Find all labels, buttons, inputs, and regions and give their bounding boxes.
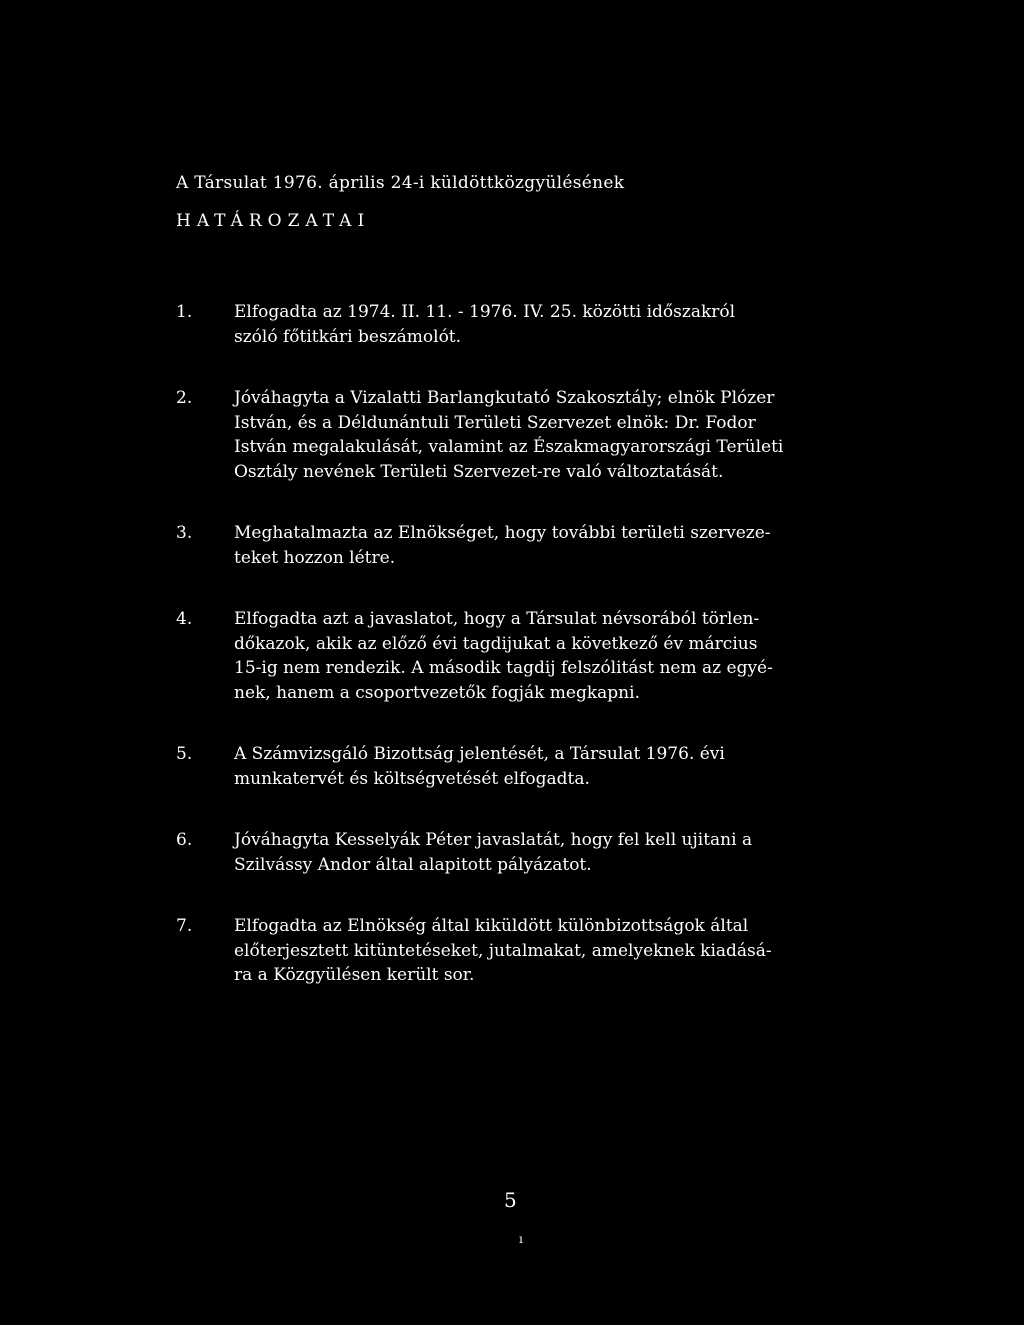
resolution-item bbox=[176, 914, 856, 988]
resolution-item bbox=[176, 386, 856, 484]
resolution-text-line: Szilvássy Andor által alapitott pályázatot. bbox=[234, 854, 592, 875]
resolution-text-line: Elfogadta az Elnökség által kiküldött különbizottságok által bbox=[234, 916, 749, 936]
resolution-number: 1. bbox=[176, 302, 193, 322]
resolution-item bbox=[176, 828, 856, 877]
resolution-text-line: munkatervét és költségvetését elfogadta. bbox=[234, 768, 590, 789]
resolution-number: 6. bbox=[176, 830, 193, 850]
resolution-text-line: nek, hanem a csoportvezetők fogják megkapni. bbox=[234, 682, 640, 703]
resolution-text-line: ra a Közgyülésen került sor. bbox=[234, 965, 475, 985]
resolution-text-line: Jóváhagyta a Vizalatti Barlangkutató Szakosztály; elnök Plózer bbox=[234, 388, 775, 408]
resolution-item bbox=[176, 607, 856, 705]
resolution-text-line: előterjesztett kitüntetéseket, jutalmakat, amelyeknek kiadásá- bbox=[234, 940, 772, 961]
resolution-text-line: dőkazok, akik az előző évi tagdijukat a következő év március bbox=[234, 633, 758, 654]
resolution-item bbox=[176, 742, 856, 791]
resolutions-list bbox=[176, 300, 856, 1025]
resolution-text-line: A Számvizsgáló Bizottság jelentését, a Társulat 1976. évi bbox=[234, 744, 725, 764]
resolution-number: 4. bbox=[176, 609, 193, 629]
document-heading: A Társulat 1976. április 24-i küldöttközgyülésének bbox=[176, 173, 625, 193]
resolution-item bbox=[176, 521, 856, 570]
resolution-text-line: szóló főtitkári beszámolót. bbox=[234, 326, 462, 347]
resolution-text-line: Jóváhagyta Kesselyák Péter javaslatát, hogy fel kell ujitani a bbox=[234, 830, 753, 850]
resolution-number: 7. bbox=[176, 916, 193, 936]
resolution-text-line: teket hozzon létre. bbox=[234, 547, 396, 568]
stray-mark: ı bbox=[519, 1232, 523, 1246]
resolution-number: 2. bbox=[176, 388, 193, 408]
page-number: 5 bbox=[504, 1188, 517, 1212]
resolution-text-line: Elfogadta azt a javaslatot, hogy a Társulat névsorából törlen- bbox=[234, 609, 760, 629]
resolution-number: 3. bbox=[176, 523, 193, 543]
resolution-text-line: István, és a Déldunántuli Területi Szervezet elnök: Dr. Fodor bbox=[234, 412, 756, 433]
resolution-text-line: István megalakulását, valamint az Északmagyarországi Területi bbox=[234, 437, 784, 457]
resolution-text-line: Elfogadta az 1974. II. 11. - 1976. IV. 25. közötti időszakról bbox=[234, 302, 736, 322]
document-title: HATÁROZATAI bbox=[176, 211, 371, 231]
resolution-text-line: 15-ig nem rendezik. A második tagdij felszólitást nem az egyé- bbox=[234, 658, 773, 678]
resolution-item bbox=[176, 300, 856, 349]
resolution-text-line: Osztály nevének Területi Szervezet-re való változtatását. bbox=[234, 461, 724, 482]
resolution-text-line: Meghatalmazta az Elnökséget, hogy további területi szerveze- bbox=[234, 523, 771, 543]
resolution-number: 5. bbox=[176, 744, 193, 764]
